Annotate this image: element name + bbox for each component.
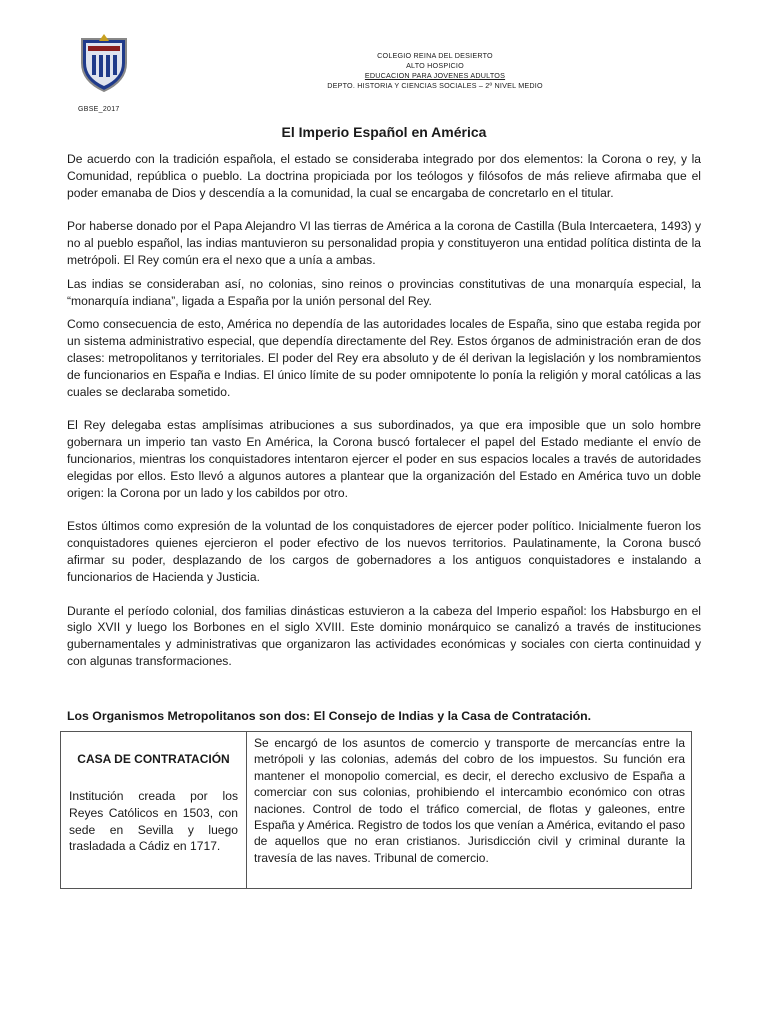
crest-caption: GBSE_2017 (78, 106, 120, 113)
body-text (67, 151, 701, 670)
paragraph: Las indias se consideraban así, no colonias, sino reinos o provincias constitutivas de una monarquía especial, la “monarquía indiana”, ligada a España por la unión personal del Rey. (67, 276, 701, 308)
paragraph: Como consecuencia de esto, América no dependía de las autoridades locales de España, sino que estaba regida por un sistema administrativo especial, que dependía directamente del Rey. Estos órganos de administración eran de dos clases: metropolitanos y territoriales. El poder del Rey era absoluto y de él derivan la legislación y los nombramientos de funcionarios en España e Indias. El único límite de su poder omnipotente lo ponía la religión y moral católicas a las cuales se declaraba sometido. (67, 317, 701, 399)
document-title: El Imperio Español en América (281, 124, 487, 140)
paragraph: Durante el período colonial, dos familias dinásticas estuvieron a la cabeza del Imperio español: los Habsburgo en el siglo XVII y luego los Borbones en el siglo XVIII. Este dominio monárquico se canalizó a través de instituciones gubernamentales y administrativas que organizaron las actividades económicas y sociales con cierta continuidad y con algunas transformaciones. (67, 603, 701, 668)
organism-summary-cell (61, 732, 247, 888)
organism-table (60, 731, 692, 889)
organism-functions: Se encargó de los asuntos de comercio y transporte de mercancías entre la metrópoli y las colonias, además del cobro de los impuestos. Su función era mantener el monopolio comercial, es decir, el derecho exclusivo de España a comerciar con sus colonias, prohibiendo el intercambio económico con otras naciones. Control de todo el tráfico comercial, de flotas y galeones, entre España y América. Registro de todos los que venían a América, evitando el paso de aquellos que no eran cristianos. Jurisdicción civil y criminal durante la travesía de las naves. Tribunal de comercio. (254, 736, 685, 865)
school-city: ALTO HOSPICIO (406, 61, 464, 70)
paragraph: El Rey delegaba estas amplísimas atribuciones a sus subordinados, ya que era imposible que un solo hombre gobernara un imperio tan vasto En América, la Corona buscó fortalecer el papel del Estado mediante el envío de funcionarios, mientras los conquistadores intentaron ejercer el poder en sus espacios locales a través de autoridades elegidas por ellos. Esto llevó a algunos autores a plantear que la organización del Estado en América tuvo un doble origen: la Corona por un lado y los cabildos por otro. (67, 418, 701, 500)
paragraph: De acuerdo con la tradición española, el estado se consideraba integrado por dos elementos: la Corona o rey, y la Comunidad, república o pueblo. La doctrina propiciada por los teólogos y filósofos de más relieve afirmaba que el poder emanaba de Dios y descendía a la comunidad, la cual se encargaba de concretarlo en el titular. (67, 152, 701, 200)
school-crest-logo (76, 33, 132, 93)
school-department: DEPTO. HISTORIA Y CIENCIAS SOCIALES – 2º NIVEL MEDIO (327, 81, 543, 90)
paragraph: Por haberse donado por el Papa Alejandro VI las tierras de América a la corona de Castilla (Bula Intercaetera, 1493) y no al pueblo español, las indias mantuvieron su personalidad propia y constituyeron una entidad política distinta de la metrópoli. El Rey común era el nexo que a unía a ambas. (67, 219, 701, 267)
school-program: EDUCACION PARA JOVENES ADULTOS (364, 71, 506, 80)
organism-name: CASA DE CONTRATACIÓN (77, 752, 230, 766)
section-heading: Los Organismos Metropolitanos son dos: El Consejo de Indias y la Casa de Contratación. (67, 709, 592, 723)
organism-description: Institución creada por los Reyes Católicos en 1503, con sede en Sevilla y luego trasladada a Cádiz en 1717. (69, 789, 238, 854)
school-name: COLEGIO REINA DEL DESIERTO (377, 51, 493, 60)
paragraph: Estos últimos como expresión de la voluntad de los conquistadores de ejercer poder político. Inicialmente fueron los conquistadores quienes ejercieron el poder efectivo de los nuevos territorios. Paulatinamente, la Corona buscó afirmar su poder, desplazando de los cargos de gobernadores a los antiguos conquistadores e instalando a funcionarios de Hacienda y Justicia. (67, 519, 701, 584)
school-header (320, 51, 550, 91)
